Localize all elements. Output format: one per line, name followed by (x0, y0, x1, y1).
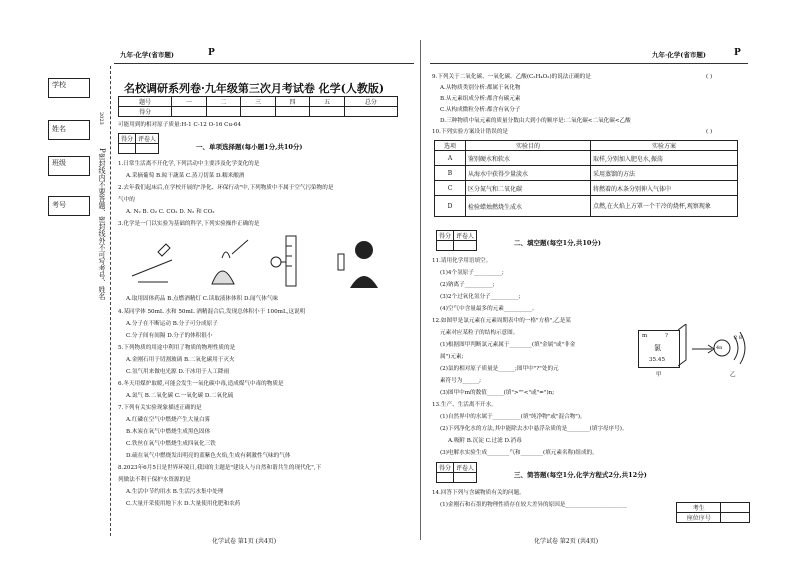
sidebar-label-name: 姓名 (52, 125, 66, 133)
exp-cell: 检验蜡烛燃烧生成水 (466, 196, 591, 217)
exp-cell: 从海水中获得少量淡水 (466, 166, 591, 181)
question-line: 2.去年我们起床后,在学校开展的"净化、环保行动"中,下列物质中不属于空气污染物的是 (118, 185, 334, 191)
exp-cell: 点燃,在火焰上方罩一个干冷的烧杯,观察现象 (591, 196, 738, 217)
question-line: A.从物质类别分析:都属于氧化物 (440, 85, 521, 91)
section-1-title: 一、单项选择题(每小题1分,共10分) (196, 143, 303, 151)
seat-cell[interactable] (721, 513, 750, 523)
sidebar-seal-line: P密封线内不要答题、密封线外不可写考号、姓名 (98, 148, 106, 300)
fill-line: (3)图甲中m的数值______(填">""<"或"=")n; (440, 390, 555, 396)
question-line: 9.下列关于二氧化碳、一氧化碳、乙酸(C₂H₄O₂)的说法正确的是 (432, 74, 591, 80)
figure-label-yi: 乙 (730, 372, 736, 378)
answer-line: 14.回答下列与含碳物质有关的问题。 (432, 490, 525, 496)
fill-line: (3)2个过氧化氢分子__________; (440, 294, 521, 300)
score-header: 题号 (119, 97, 172, 107)
page2-footer: 化学试卷 第2页 (共4页) (534, 538, 599, 545)
atom-shell-numbers: 2 8 (734, 335, 742, 341)
exp-cell: D (435, 196, 466, 217)
fill-line: 素符号为______; (440, 378, 482, 384)
score-header: 二 (206, 97, 240, 107)
element-card-name: 氯 (654, 344, 661, 352)
element-card (638, 330, 680, 368)
grader-score: 得分 (437, 231, 454, 241)
seat-label: 座位序号 (677, 513, 721, 523)
question-line: C.铁丝在氧气中燃烧生成四氧化三铁 (126, 441, 216, 447)
exp-cell: 将燃着的木条分别伸入气体中 (591, 181, 738, 196)
page1-header: 九年·化学(省市题) (120, 51, 174, 59)
exp-header: 实验方案 (591, 141, 738, 151)
seat-label: 考生 (677, 503, 721, 513)
name-field[interactable] (48, 120, 90, 140)
grader-cell[interactable] (119, 144, 136, 154)
sidebar-label-school: 学校 (52, 81, 66, 89)
figure-a (132, 244, 172, 282)
answer-paren: ( ) (706, 129, 713, 135)
question-line: C.从构成微粒分析:都含有氧分子 (440, 107, 521, 113)
page1-header-mark: P (208, 48, 215, 58)
question-line: A.分子在不断运动 B.分子可分成原子 (126, 321, 218, 327)
grader-box (118, 133, 159, 154)
question-line: 7.下列有关实验现象描述正确的是 (118, 405, 202, 411)
question-line: A.采摘葡萄 B.晾干蔬菜 C.蒸刀切菜 D.糯米酿酒 (126, 173, 245, 179)
question-line: 10.下列实验方案设计错误的是 (432, 129, 509, 135)
header-rule (114, 63, 414, 64)
seal-dashed-line (110, 66, 111, 536)
fill-line: (1)自然界中的水属于__________(填"纯净物"或"混合物")。 (440, 414, 586, 420)
experiment-table (434, 140, 738, 217)
id-field[interactable] (48, 196, 90, 216)
question-line: A.取用固体药品 B.点燃酒精灯 C.读取液体体积 D.闻气体气味 (126, 296, 279, 302)
sidebar (0, 0, 110, 561)
question-line: 8.2023年6月5日是世界环境日,我国的主题是"建设人与自然和谐共生的现代化",下 (118, 465, 322, 471)
grader-cell[interactable] (437, 241, 454, 251)
score-row-label: 得分 (119, 107, 172, 117)
exp-cell: 取样,分别加入肥皂水,振荡 (591, 151, 738, 166)
fill-line: (3)电解水实验生成________气和________(填元素名称)组成的。 (440, 450, 598, 456)
question-line: A. N₂ B. O₂ C. CO₂ D. N₂ 和 CO₂ (126, 209, 215, 215)
question-line: B.木炭在氧气中燃烧生成黑色固体 (126, 429, 211, 435)
question-line: 气中的 (118, 197, 135, 203)
element-card-3d-edge (678, 324, 690, 370)
page-1 (114, 0, 414, 561)
page2-header-mark: P (734, 48, 741, 58)
grader-cell[interactable] (437, 473, 454, 483)
exp-cell: C (435, 181, 466, 196)
grader-name: 评卷人 (454, 231, 477, 241)
question-line: C.大量开采使用地下水 D.大量使用化肥和农药 (126, 501, 241, 507)
fill-line: (1)根据图甲判断氯元素属于________(填"金属"或"非金 (440, 342, 576, 348)
lab-figures (118, 232, 408, 294)
score-cell[interactable] (206, 107, 240, 117)
question-line: 5.下列物质的用途中利用了物质的物理性质的是 (118, 345, 236, 351)
grader-box (436, 462, 477, 483)
question-line: 6.冬天用煤炉取暖,可能会发生一氧化碳中毒,造成煤气中毒的物质是 (118, 381, 284, 387)
exp-cell: B (435, 166, 466, 181)
score-table (118, 96, 398, 117)
fill-line: (2)下列净化水的方法,其中能除去水中悬浮杂质的是________(填字母序号)。 (440, 426, 628, 432)
figure-b (212, 240, 248, 284)
grader-cell[interactable] (454, 473, 477, 483)
grader-name: 评卷人 (454, 463, 477, 473)
score-cell[interactable] (172, 107, 206, 117)
question-line: A.金刚石用于切割玻璃 B.二氧化碳用于灭火 (126, 357, 235, 363)
exp-cell: 采用蒸馏的方法 (591, 166, 738, 181)
score-header: 总分 (344, 97, 397, 107)
question-line: D.三种物质中氧元素的质量分数由大到小的顺序是:二氧化碳<二氧化碳<乙酸 (440, 118, 631, 124)
element-card-mass: 35.45 (649, 357, 666, 363)
grader-cell[interactable] (136, 144, 159, 154)
page-2 (430, 0, 750, 561)
grader-score: 得分 (119, 134, 136, 144)
fill-line: (1)4个氢原子__________; (440, 270, 504, 276)
section-3-title: 三、简答题(每空1分,化学方程式2分,共12分) (514, 471, 647, 479)
fill-line: 13.生产、生活离不开水。 (432, 402, 497, 408)
grader-score: 得分 (437, 463, 454, 473)
fill-line: 12.如图甲是氯元素在元素周期表中的一格"方格",乙是某 (432, 318, 571, 324)
sidebar-label-class: 班级 (52, 159, 66, 167)
exp-header: 选项 (435, 141, 466, 151)
question-line: A.红磷在空气中燃烧产生大量白雾 (126, 417, 211, 423)
section-2-title: 二、填空题(每空1分,共10分) (514, 239, 601, 247)
score-cell[interactable] (310, 107, 344, 117)
question-line: 3.化学是一门以实验为基础的科学,下列实验操作正确的是 (118, 221, 260, 227)
exp-header: 实验目的 (466, 141, 591, 151)
exp-cell: 鉴别硬水和软水 (466, 151, 591, 166)
class-field[interactable] (48, 156, 90, 176)
seat-number-box (676, 502, 750, 523)
question-line: 1.日常生活离不开化学,下列活动中主要涉及化学变化的是 (118, 161, 260, 167)
fill-line: 元素对应某粒子的结构示意图。 (440, 330, 519, 336)
page-title: 名校调研系列卷·九年级第三次月考试卷 化学(人教版) (124, 82, 385, 95)
question-line: D.硫在氧气中燃烧发出明亮的蓝紫色火焰,生成有刺激性气味的气体 (126, 453, 291, 459)
fill-line: 11.请用化学用语填空。 (432, 258, 492, 264)
page2-header: 九年·化学(省市题) (652, 51, 706, 59)
answer-paren: ( ) (706, 74, 713, 80)
question-line: 列做法不利于保护水资源的是 (118, 477, 191, 483)
figure-d (338, 241, 378, 288)
sidebar-year: 2023 (98, 112, 104, 125)
exp-cell: A (435, 151, 466, 166)
page1-footer: 化学试卷 第1页 (共4页) (212, 538, 277, 545)
question-line: 4.某同学体 50mL 水和 50mL 酒精混合后,发现总体积小于 100mL,这说明 (118, 309, 306, 315)
sidebar-label-id: 考号 (52, 201, 66, 209)
element-card-symbol: ? (665, 333, 668, 339)
fill-line: A.吸附 B.沉淀 C.过滤 D.消毒 (448, 438, 522, 444)
figure-label-jia: 甲 (656, 372, 662, 378)
header-rule (430, 63, 748, 64)
atomic-mass-note: 可能用到的相对原子质量:H-1 C-12 O-16 Cu-64 (118, 122, 242, 128)
question-line: B.从元素组成分析:都含有碳元素 (440, 96, 521, 102)
score-header: 一 (172, 97, 206, 107)
question-line: A.氮气 B.二氧化碳 C.一氧化碳 D.二氧化硫 (126, 393, 234, 399)
grader-name: 评卷人 (136, 134, 159, 144)
page-divider (420, 40, 421, 540)
fill-line: 属")元素; (440, 354, 464, 360)
question-line: C.氢气用来做电光源 D.干冰用于人工降雨 (126, 369, 230, 375)
fill-line: (4)空气中含量最多的元素__________。 (440, 306, 538, 312)
score-cell[interactable] (275, 107, 309, 117)
fill-line: (2)钠离子__________; (440, 282, 495, 288)
grader-cell[interactable] (454, 241, 477, 251)
score-cell[interactable] (241, 107, 275, 117)
exp-cell: 区分氮气和二氧化碳 (466, 181, 591, 196)
figure-c (271, 236, 296, 286)
question-line: A.生活中节约用水 B.生活污水集中处理 (126, 489, 224, 495)
question-line: C.分子间有间隔 D.分子的体积很小 (126, 333, 213, 339)
score-header: 五 (310, 97, 344, 107)
score-header: 四 (275, 97, 309, 107)
score-header: 三 (241, 97, 275, 107)
answer-line: (1)金刚石和石墨的物理性质存在较大差异的原因是______________________ (440, 502, 627, 508)
fill-line: (2)氯的相对原子质量是______;图甲中"?"处的元 (440, 366, 559, 372)
grader-box (436, 230, 477, 251)
atom-nucleus-label: 4n (716, 345, 723, 351)
school-field[interactable] (48, 78, 90, 98)
score-cell[interactable] (344, 107, 397, 117)
seat-cell[interactable] (721, 503, 750, 513)
element-card-m: m (642, 333, 648, 339)
